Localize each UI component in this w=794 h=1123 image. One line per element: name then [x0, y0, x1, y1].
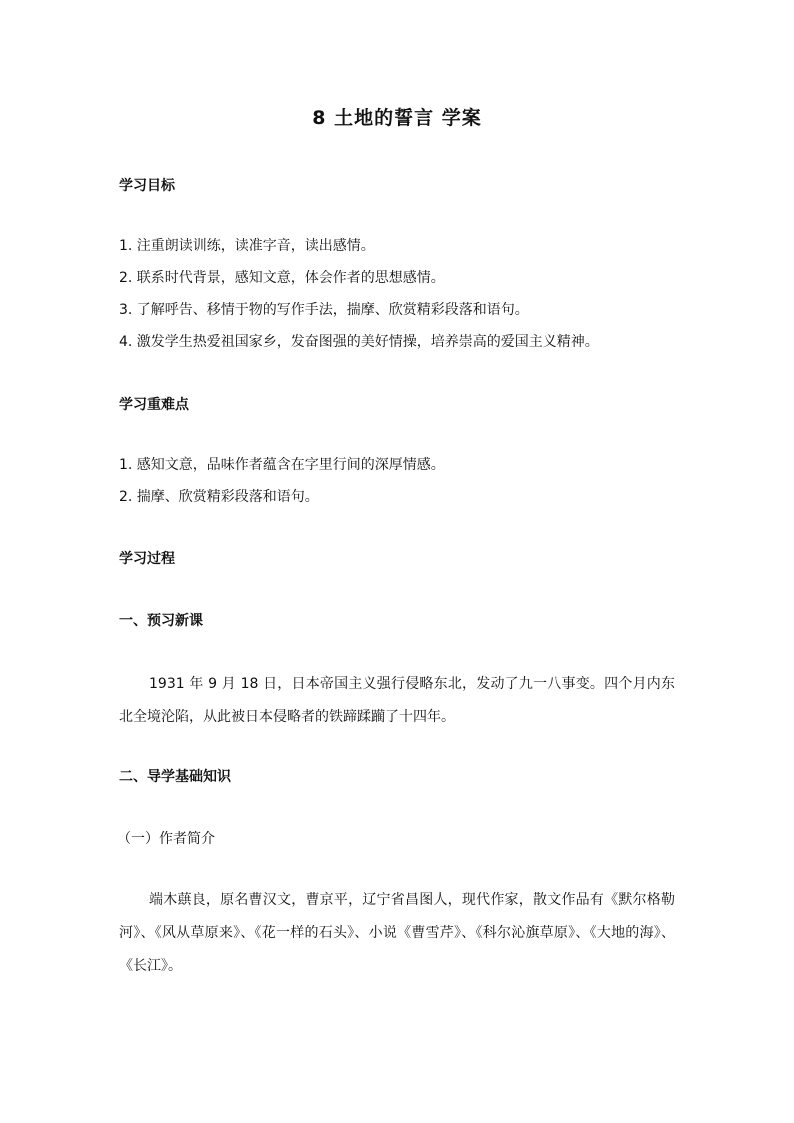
goal-item-4: 4. 激发学生热爱祖国家乡，发奋图强的美好情操，培养崇高的爱国主义精神。: [119, 334, 599, 350]
heading-learning-goals: 学习目标: [119, 178, 175, 194]
goal-item-2: 2. 联系时代背景，感知文意，体会作者的思想感情。: [119, 270, 445, 286]
heading-preview: 一、预习新课: [119, 613, 203, 629]
subheading-author-intro: （一）作者简介: [117, 831, 215, 847]
heading-basic-knowledge: 二、导学基础知识: [119, 769, 231, 785]
keypoint-item-1: 1. 感知文意，品味作者蕴含在字里行间的深厚情感。: [119, 457, 445, 473]
goal-item-1: 1. 注重朗读训练，读准字音，读出感情。: [119, 238, 375, 254]
author-paragraph: 端木蕻良，原名曹汉文，曹京平，辽宁省昌图人，现代作家，散文作品有《默尔格勒河》、《风从草原来》、《花一样的石头》、小说《曹雪芹》、《科尔沁旗草原》、《大地的海》、《长江》。: [119, 892, 675, 974]
preview-paragraph: 1931 年 9 月 18 日，日本帝国主义强行侵略东北，发动了九一八事变。四个月内东北全境沦陷，从此被日本侵略者的铁蹄蹂躏了十四年。: [119, 676, 675, 725]
goal-item-3: 3. 了解呼告、移情于物的写作手法，揣摩、欣赏精彩段落和语句。: [119, 302, 529, 318]
keypoint-item-2: 2. 揣摩、欣赏精彩段落和语句。: [119, 489, 319, 505]
heading-key-points: 学习重难点: [119, 397, 189, 413]
page-title: 8 土地的誓言 学案: [312, 107, 482, 129]
heading-learning-process: 学习过程: [119, 551, 175, 567]
